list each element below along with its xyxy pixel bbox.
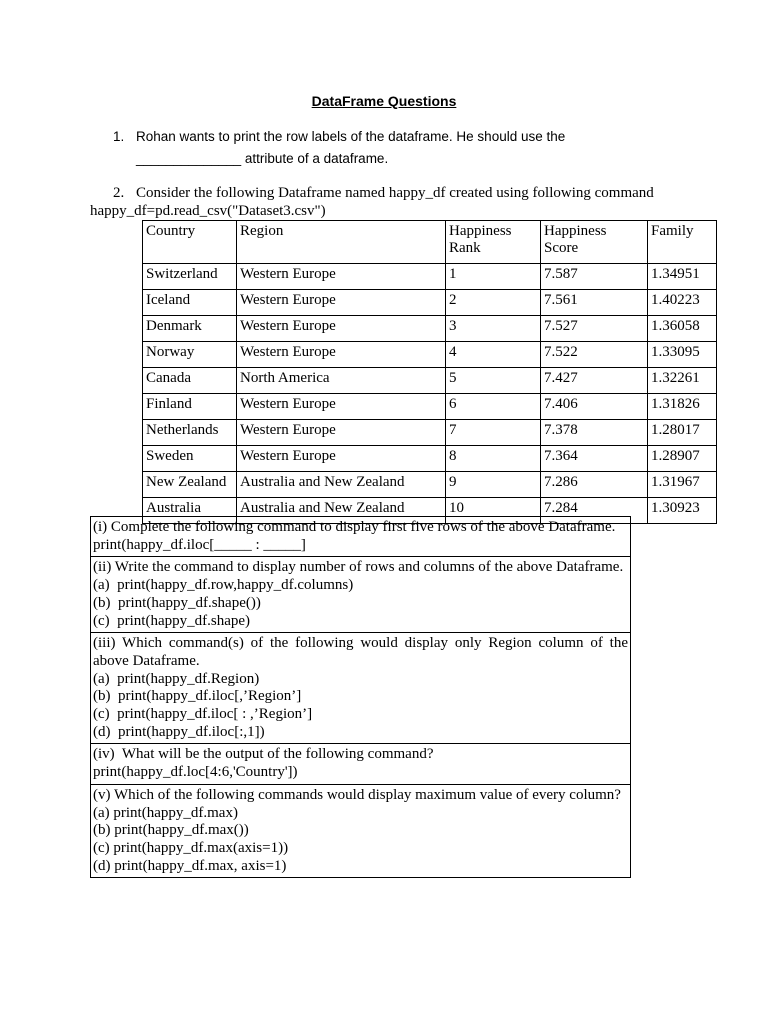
header-cell: Region (237, 221, 446, 264)
option-c: (c) print(happy_df.iloc[ : ,’Region’] (93, 706, 313, 723)
table-cell: Finland (143, 394, 237, 420)
table-cell: Denmark (143, 316, 237, 342)
dataframe-table (142, 220, 717, 524)
table-cell: 10 (446, 498, 541, 524)
sub-question-i (91, 517, 631, 557)
table-cell: Western Europe (237, 420, 446, 446)
table-cell: Western Europe (237, 264, 446, 290)
table-cell: 1.36058 (648, 316, 717, 342)
table-cell: 7.286 (541, 472, 648, 498)
table-row (143, 420, 717, 446)
table-cell: Sweden (143, 446, 237, 472)
table-cell: Canada (143, 368, 237, 394)
table-cell: 4 (446, 342, 541, 368)
table-cell: 8 (446, 446, 541, 472)
sub-question-row (91, 557, 631, 633)
table-cell: Switzerland (143, 264, 237, 290)
table-row (143, 290, 717, 316)
sub-question-ii (91, 557, 631, 633)
option-a: (a) print(happy_df.Region) (93, 670, 260, 687)
question-line: (v) Which of the following commands would display maximum value of every column? (93, 786, 621, 803)
table-cell: 7.406 (541, 394, 648, 420)
option-b: (b) print(happy_df.max()) (93, 822, 249, 839)
table-cell: Australia (143, 498, 237, 524)
table-cell: 7.378 (541, 420, 648, 446)
table-cell: 1.28017 (648, 420, 717, 446)
table-row (143, 472, 717, 498)
table-cell: Western Europe (237, 342, 446, 368)
header-cell: Happiness Rank (446, 221, 541, 264)
table-cell: 6 (446, 394, 541, 420)
option-c: (c) print(happy_df.max(axis=1)) (93, 839, 289, 856)
table-cell: Netherlands (143, 420, 237, 446)
table-cell: 7.427 (541, 368, 648, 394)
table-row (143, 394, 717, 420)
question-2-intro: Consider the following Dataframe named happy_df created using following command (136, 185, 654, 201)
table-cell: Australia and New Zealand (237, 498, 446, 524)
table-cell: 1.33095 (648, 342, 717, 368)
table-cell: 1.30923 (648, 498, 717, 524)
question-line: (i) Complete the following command to display first five rows of the above Dataframe. (93, 519, 616, 535)
question-2-number: 2. (113, 185, 125, 201)
table-cell: 2 (446, 290, 541, 316)
question-1-text-continued: ______________ attribute of a dataframe. (136, 151, 389, 166)
table-row (143, 446, 717, 472)
question-1-text: Rohan wants to print the row labels of the dataframe. He should use the (136, 129, 566, 144)
question-line: print(happy_df.loc[4:6,'Country']) (93, 764, 298, 781)
table-row (143, 342, 717, 368)
option-c: (c) print(happy_df.shape) (93, 612, 251, 629)
table-cell: Norway (143, 342, 237, 368)
table-header-row (143, 221, 717, 264)
table-cell: 7.284 (541, 498, 648, 524)
table-cell: 1.40223 (648, 290, 717, 316)
table-row (143, 368, 717, 394)
question-line: print(happy_df.iloc[_____ : _____] (93, 536, 306, 553)
sub-question-row (91, 517, 631, 557)
option-a: (a) print(happy_df.row,happy_df.columns) (93, 577, 354, 594)
option-b: (b) print(happy_df.shape()) (93, 594, 261, 611)
table-cell: New Zealand (143, 472, 237, 498)
sub-question-row (91, 744, 631, 784)
sub-question-iv (91, 744, 631, 784)
table-cell: Western Europe (237, 316, 446, 342)
table-cell: 1.32261 (648, 368, 717, 394)
table-cell: 7.522 (541, 342, 648, 368)
header-cell: Happiness Score (541, 221, 648, 264)
table-cell: Iceland (143, 290, 237, 316)
table-cell: 3 (446, 316, 541, 342)
question-line: (ii) Write the command to display number of rows and columns of the above Dataframe. (93, 559, 624, 576)
table-cell: 1 (446, 264, 541, 290)
header-cell: Family (648, 221, 717, 264)
table-row (143, 316, 717, 342)
table-cell: 1.31967 (648, 472, 717, 498)
option-d: (d) print(happy_df.iloc[:,1]) (93, 723, 265, 740)
question-2-command: happy_df=pd.read_csv("Dataset3.csv") (90, 203, 326, 219)
question-line: (iv) What will be the output of the following command? (93, 746, 434, 763)
table-cell: 7.587 (541, 264, 648, 290)
table-cell: 7.527 (541, 316, 648, 342)
table-cell: 7.561 (541, 290, 648, 316)
table-cell: 1.31826 (648, 394, 717, 420)
table-cell: North America (237, 368, 446, 394)
sub-question-iii (91, 633, 631, 744)
table-cell: Western Europe (237, 290, 446, 316)
header-cell: Country (143, 221, 237, 264)
table-row (143, 264, 717, 290)
question-1-number: 1. (113, 129, 125, 144)
table-cell: 1.34951 (648, 264, 717, 290)
table-body (143, 264, 717, 524)
option-a: (a) print(happy_df.max) (93, 804, 238, 821)
table-cell: 7.364 (541, 446, 648, 472)
table-cell: Australia and New Zealand (237, 472, 446, 498)
table-cell: Western Europe (237, 394, 446, 420)
option-d: (d) print(happy_df.max, axis=1) (93, 857, 287, 874)
question-line: (iii) Which command(s) of the following would display only Region column of the above Dataframe. (93, 635, 628, 669)
question-2-text (113, 185, 654, 202)
table-cell: 9 (446, 472, 541, 498)
table-cell: 7 (446, 420, 541, 446)
table-cell: Western Europe (237, 446, 446, 472)
table-cell: 5 (446, 368, 541, 394)
table-cell: 1.28907 (648, 446, 717, 472)
sub-question-row (91, 633, 631, 744)
page-title: DataFrame Questions (311, 93, 457, 109)
sub-question-row (91, 784, 631, 878)
sub-question-v (91, 784, 631, 878)
sub-questions-table (90, 516, 631, 878)
option-b: (b) print(happy_df.iloc[,’Region’] (93, 688, 302, 705)
